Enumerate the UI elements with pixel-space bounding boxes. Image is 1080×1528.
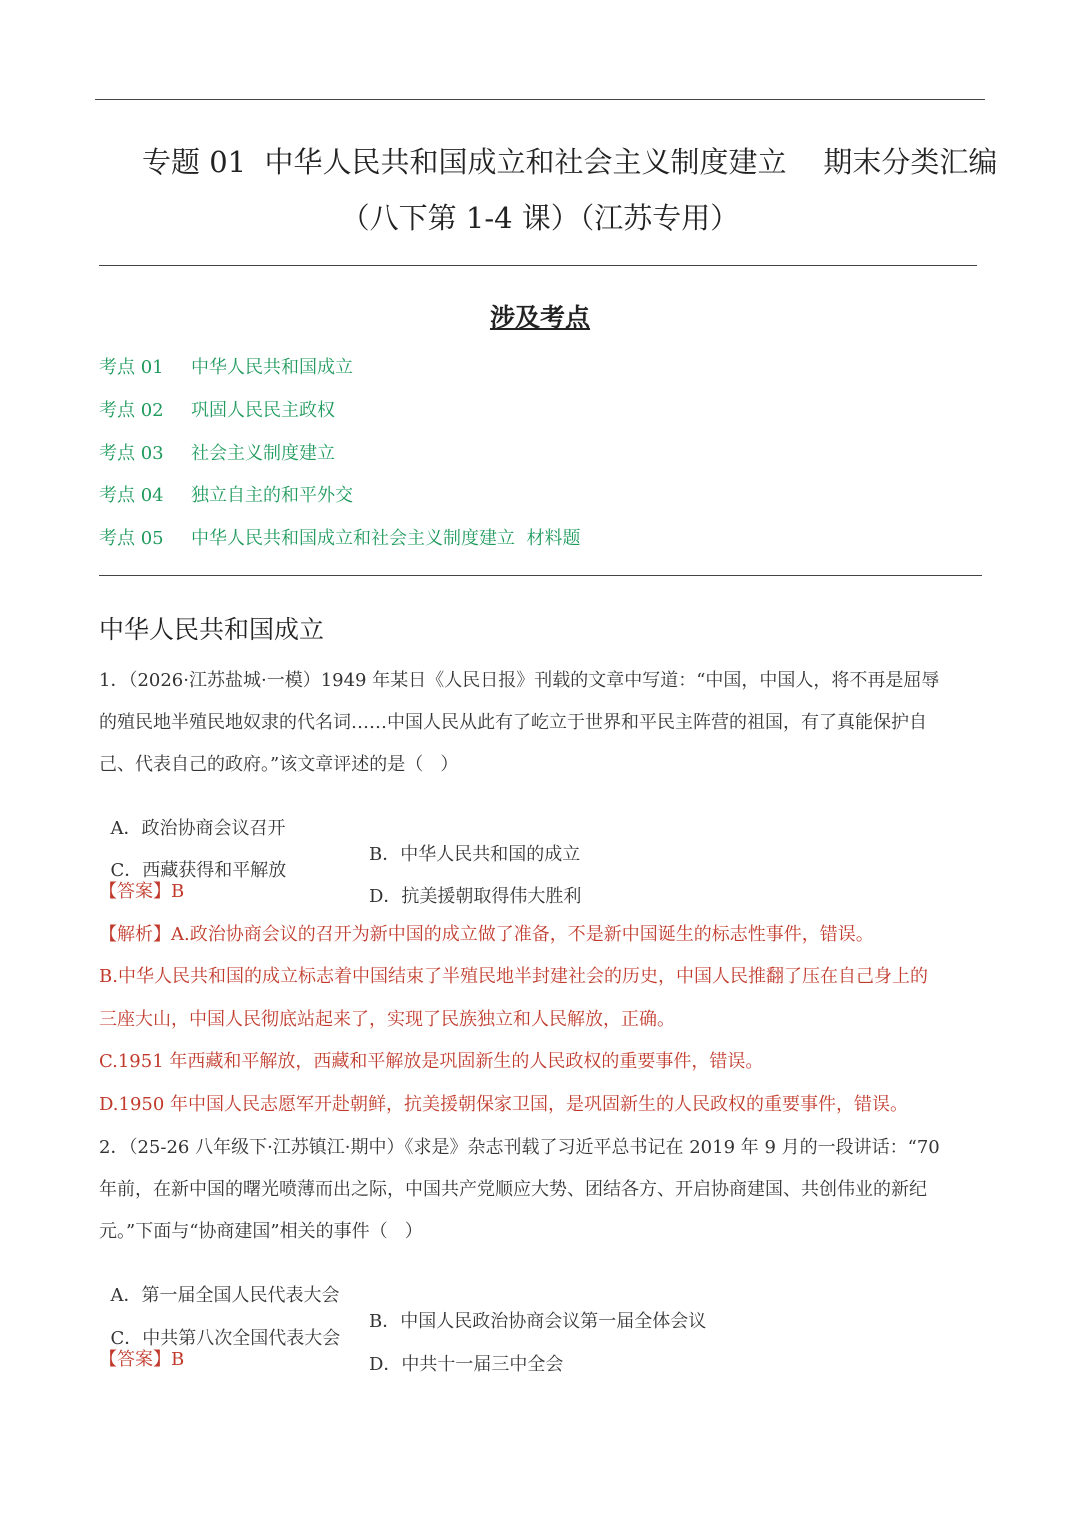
q2-stem-line: 年前，在新中国的曙光喷薄而出之际，中国共产党顺应大势、团结各方、开启协商建国、共创伟业的新纪 <box>99 1179 927 1200</box>
q1-stem-line: 1．（2026·江苏盐城·一模）1949 年某日《人民日报》刊载的文章中写道：“中国，中国人，将不再是屈辱 <box>99 670 940 691</box>
exam-point-text: 中华人民共和国成立 <box>191 357 353 378</box>
exam-point-id: 考点 05 <box>99 528 164 549</box>
q2-stem-line: 元。”下面与“协商建国”相关的事件（ ） <box>99 1221 423 1242</box>
exam-points-heading: 涉及考点 <box>489 303 590 332</box>
q1-option-d: D．抗美援朝取得伟大胜利 <box>369 886 582 907</box>
q1-stem-line: 的殖民地半殖民地奴隶的代名词……中国人民从此有了屹立于世界和平民主阵营的祖国，有了真能保护自 <box>99 712 927 733</box>
exam-point-text: 社会主义制度建立 <box>191 443 335 464</box>
exam-point-id: 考点 03 <box>99 443 164 464</box>
q1-answer: 【答案】B <box>99 881 185 902</box>
exam-point-item <box>99 353 353 379</box>
document-title-line2: （八下第 1-4 课）（江苏专用） <box>340 201 740 235</box>
q2-option-d: D．中共十一届三中全会 <box>369 1354 564 1375</box>
q2-option-a: A．第一届全国人民代表大会 <box>110 1285 340 1306</box>
q1-options-row <box>99 835 799 907</box>
q2-options-row <box>99 1303 799 1375</box>
q2-option-b: B．中国人民政治协商会议第一届全体会议 <box>369 1311 707 1332</box>
q1-option-a: A．政治协商会议召开 <box>110 818 286 839</box>
q1-option-c: C．西藏获得和平解放 <box>110 860 287 881</box>
exam-point-id: 考点 02 <box>99 400 164 421</box>
exam-point-id: 考点 01 <box>99 357 164 378</box>
q1-analysis-line: D.1950 年中国人民志愿军开赴朝鲜，抗美援朝保家卫国，是巩固新生的人民政权的重要事件，错误。 <box>99 1094 909 1115</box>
title-bottom-rule <box>99 265 977 266</box>
points-bottom-rule <box>99 575 982 576</box>
exam-point-item <box>99 396 335 422</box>
q2-option-c: C．中共第八次全国代表大会 <box>110 1328 341 1349</box>
exam-point-id: 考点 04 <box>99 485 164 506</box>
exam-point-text: 中华人民共和国成立和社会主义制度建立 材料题 <box>191 528 581 549</box>
q1-analysis-line: 【解析】A.政治协商会议的召开为新中国的成立做了准备，不是新中国诞生的标志性事件，错误。 <box>99 924 874 945</box>
top-rule <box>95 99 985 100</box>
q1-analysis-line: 三座大山，中国人民彻底站起来了，实现了民族独立和人民解放，正确。 <box>99 1009 675 1030</box>
q1-analysis-line: C.1951 年西藏和平解放，西藏和平解放是巩固新生的人民政权的重要事件，错误。 <box>99 1051 764 1072</box>
q1-stem-line: 己、代表自己的政府。”该文章评述的是（ ） <box>99 754 459 775</box>
exam-point-text: 巩固人民民主政权 <box>191 400 335 421</box>
exam-point-item <box>99 439 335 465</box>
exam-point-text: 独立自主的和平外交 <box>191 485 353 506</box>
exam-point-item <box>99 481 353 507</box>
q2-answer: 【答案】B <box>99 1349 185 1370</box>
section-heading: 中华人民共和国成立 <box>99 615 325 644</box>
exam-point-item <box>99 524 580 550</box>
q1-analysis-line: B.中华人民共和国的成立标志着中国结束了半殖民地半封建社会的历史，中国人民推翻了压在自己身上的 <box>99 966 928 987</box>
q1-option-b: B．中华人民共和国的成立 <box>369 844 581 865</box>
q2-stem-line: 2．（25-26 八年级下·江苏镇江·期中）《求是》杂志刊载了习近平总书记在 2019 年 9 月的一段讲话：“70 <box>99 1137 940 1158</box>
document-title-line1: 专题 01 中华人民共和国成立和社会主义制度建立 期末分类汇编 <box>142 145 998 179</box>
